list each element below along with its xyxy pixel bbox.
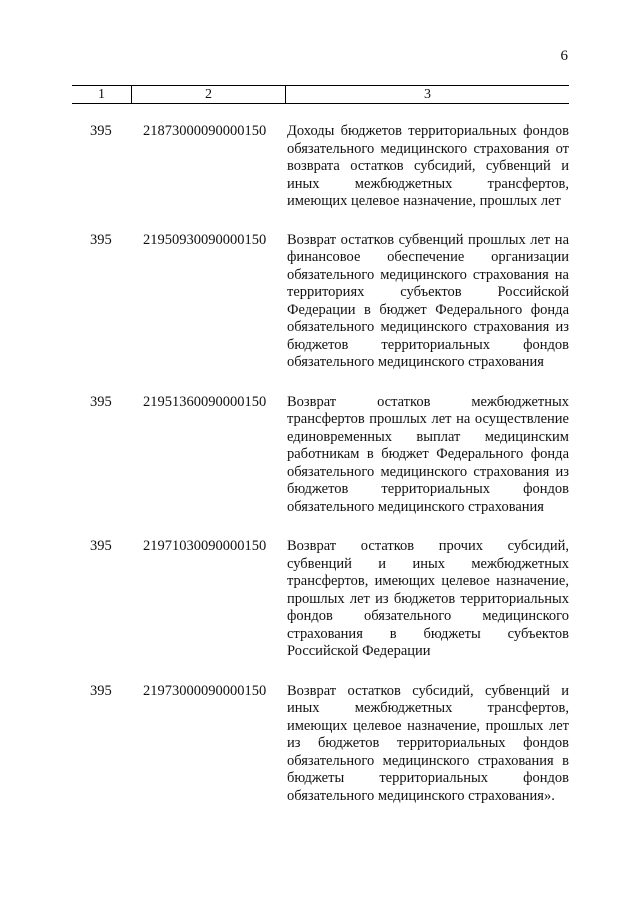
description: Возврат остатков прочих субсидий, субвенций и иных межбюджетных трансфертов, имеющих целевое назначение, прошлых лет из бюджетов территориальных фондов обязательного медицинского страхования в бюджеты субъектов Российской Федерации — [287, 538, 569, 659]
budget-code: 21971030090000150 — [143, 538, 267, 554]
description: Возврат остатков субсидий, субвенций и иных межбюджетных трансфертов, имеющих целевое назначение, прошлых лет из бюджетов территориальных фондов обязательного медицинского страхования в бюджеты территориальных фондов обязательного медицинского страхования». — [287, 682, 569, 804]
admin-code: 395 — [90, 538, 112, 554]
budget-code: 21873000090000150 — [143, 123, 267, 139]
header-col-2: 2 — [132, 86, 286, 104]
description: Возврат остатков межбюджетных трансфертов прошлых лет на осуществление единовременных выплат медицинским работникам в бюджет Федерального фонда обязательного медицинского страхования из бюджетов территориальных фондов обязательного медицинского страхования — [287, 393, 569, 515]
table-body — [72, 123, 569, 825]
table-header — [72, 85, 569, 104]
budget-code: 21950930090000150 — [143, 231, 267, 248]
table-row — [72, 123, 569, 211]
description: Доходы бюджетов территориальных фондов обязательного медицинского страхования от возврата остатков субсидий, субвенций и иных межбюджетных трансфертов, имеющих целевое назначение, прошлых лет — [287, 123, 569, 209]
admin-code: 395 — [90, 393, 112, 410]
admin-code: 395 — [90, 123, 112, 139]
budget-code: 21951360090000150 — [143, 393, 267, 410]
page-number: 6 — [560, 48, 568, 64]
admin-code: 395 — [90, 682, 112, 699]
budget-code: 21973000090000150 — [143, 682, 267, 699]
header-col-3: 3 — [286, 86, 570, 104]
admin-code: 395 — [90, 231, 112, 248]
header-col-1: 1 — [72, 86, 132, 104]
table-row — [72, 538, 569, 661]
table-row — [72, 232, 569, 372]
table-row — [72, 683, 569, 806]
description: Возврат остатков субвенций прошлых лет на финансовое обеспечение организации обязательного медицинского страхования на территориях субъектов Российской Федерации в бюджет Федерального фонда обязательного медицинского страхования из бюджетов территориальных фондов обязательного медицинского страхования — [287, 231, 569, 370]
table-row — [72, 394, 569, 517]
